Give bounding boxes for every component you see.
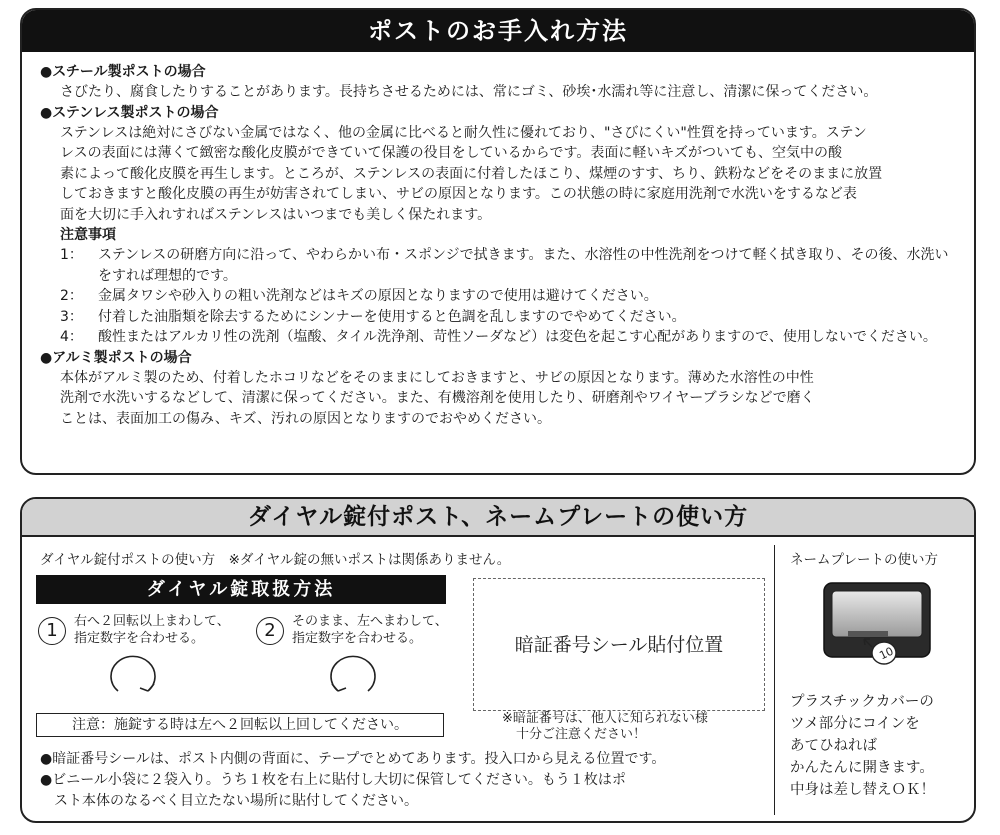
notice-text: 付着した油脂類を除去するためにシンナーを使用すると色調を乱しますのでやめてください。 <box>98 308 686 325</box>
notice-item <box>40 327 960 348</box>
nameplate-line: プラスチックカバーの <box>790 694 934 710</box>
step-line: 指定数字を合わせる。 <box>74 631 205 646</box>
rotate-left-icon <box>322 651 382 701</box>
notice-number: 2： <box>60 288 83 304</box>
nameplate-line: あてひねれば <box>790 738 877 754</box>
note-line: ※暗証番号は、他人に知られない様 <box>502 711 708 726</box>
column-divider <box>774 545 775 815</box>
dial-lock-header: ダイヤル錠取扱方法 <box>36 575 446 604</box>
nameplate-line: ツメ部分にコインを <box>790 716 920 732</box>
steel-heading: ●スチール製ポストの場合 <box>40 64 206 80</box>
notice-item <box>40 307 960 328</box>
stainless-line: しておきますと酸化皮膜の再生が妨害されてしまい、サビの原因となります。この状態の時に家庭用洗剤で水洗いをするなど表 <box>60 186 857 202</box>
seal-bullet-2: ●ビニール小袋に２袋入り。うち１枚を右上に貼付し大切に保管してください。もう１枚はポ <box>40 772 626 788</box>
care-title: ポストのお手入れ方法 <box>22 10 974 52</box>
seal-bullet-3: スト本体のなるべく目立たない場所に貼付してください。 <box>54 793 418 809</box>
usage-title: ダイヤル錠付ポスト、ネームプレートの使い方 <box>22 499 974 537</box>
step-number-1: 1 <box>38 617 66 645</box>
notice-number: 4： <box>60 329 83 345</box>
aluminum-line: 本体がアルミ製のため、付着したホコリなどをそのままにしておきますと、サビの原因となります。薄めた水溶性の中性 <box>60 369 814 386</box>
step-line: 指定数字を合わせる。 <box>292 631 423 646</box>
stainless-line: ステンレスは絶対にさびない金属ではなく、他の金属に比べると耐久性に優れており、"さびにくい"性質を持っています。ステン <box>60 124 867 141</box>
lock-caution: 注意：施錠する時は左へ２回転以上回してください。 <box>36 713 444 737</box>
stainless-line: 素によって酸化皮膜を再生します。ところが、ステンレスの表面に付着したほこり、煤煙のすす、ちり、鉄粉などをそのままに放置 <box>60 165 883 182</box>
stainless-body <box>40 123 960 226</box>
care-section <box>20 8 976 475</box>
notice-text: 酸性またはアルカリ性の洗剤（塩酸、タイル洗浄剤、苛性ソーダなど）は変色を起こす心配がありますので、使用しないでください。 <box>98 329 937 345</box>
stainless-line: レスの表面には薄くて緻密な酸化皮膜ができていて保護の役目をしているからです。表面に軽いキズがついても、空気中の酸 <box>60 145 843 161</box>
nameplate-line: かんたんに開きます。 <box>790 760 934 776</box>
coin-label: 10 <box>877 644 896 663</box>
notice-heading: 注意事項 <box>60 227 116 243</box>
nameplate-illustration <box>818 579 938 677</box>
step-number-2: 2 <box>256 617 284 645</box>
aluminum-heading: ●アルミ製ポストの場合 <box>40 349 192 366</box>
notice-item <box>40 245 960 286</box>
secret-number-note <box>502 711 708 743</box>
notice-item <box>40 286 960 307</box>
rotate-right-icon <box>104 651 164 701</box>
step-line: 右へ２回転以上まわして、 <box>74 614 230 629</box>
step-2-text <box>292 613 448 647</box>
steel-body: さびたり、腐食したりすることがあります。長持ちさせるためには、常にゴミ、砂埃･水濡れ等に注意し、清潔に保ってください。 <box>60 84 878 100</box>
note-line: 十分ご注意ください！ <box>516 727 647 742</box>
nameplate-title: ネームプレートの使い方 <box>790 552 938 568</box>
step-line: そのまま、左へまわして、 <box>292 614 448 629</box>
notice-text: ステンレスの研磨方向に沿って、やわらかい布・スポンジで拭きます。また、水溶性の中性洗剤をつけて軽く拭き取り、その後、水洗いをすれば理想的です。 <box>98 247 949 284</box>
seal-bullet-1: ●暗証番号シールは、ポスト内側の背面に、テープでとめてあります。投入口から見える位置です。 <box>40 751 666 767</box>
notice-text: 金属タワシや砂入りの粗い洗剤などはキズの原因となりますので使用は避けてください。 <box>98 288 658 304</box>
stainless-heading: ●ステンレス製ポストの場合 <box>40 104 219 121</box>
usage-section <box>20 497 976 823</box>
dial-intro: ダイヤル錠付ポストの使い方 ※ダイヤル錠の無いポストは関係ありません。 <box>40 552 511 568</box>
step-1-text <box>74 613 230 647</box>
seal-position-box: 暗証番号シール貼付位置 <box>473 578 765 711</box>
notice-number: 1： <box>60 247 83 263</box>
aluminum-body <box>40 368 960 430</box>
nameplate-line: 中身は差し替えＯＫ！ <box>790 782 935 798</box>
care-content <box>40 62 960 429</box>
stainless-line: 面を大切に手入れすればステンレスはいつまでも美しく保たれます。 <box>60 206 492 223</box>
aluminum-line: ことは、表面加工の傷み、キズ、汚れの原因となりますのでおやめください。 <box>60 410 551 427</box>
aluminum-line: 洗剤で水洗いするなどして、清潔に保ってください。また、有機溶剤を使用したり、研磨剤やワイヤーブラシなどで磨く <box>60 390 815 406</box>
nameplate-instructions <box>790 691 935 801</box>
notice-number: 3： <box>60 308 83 325</box>
